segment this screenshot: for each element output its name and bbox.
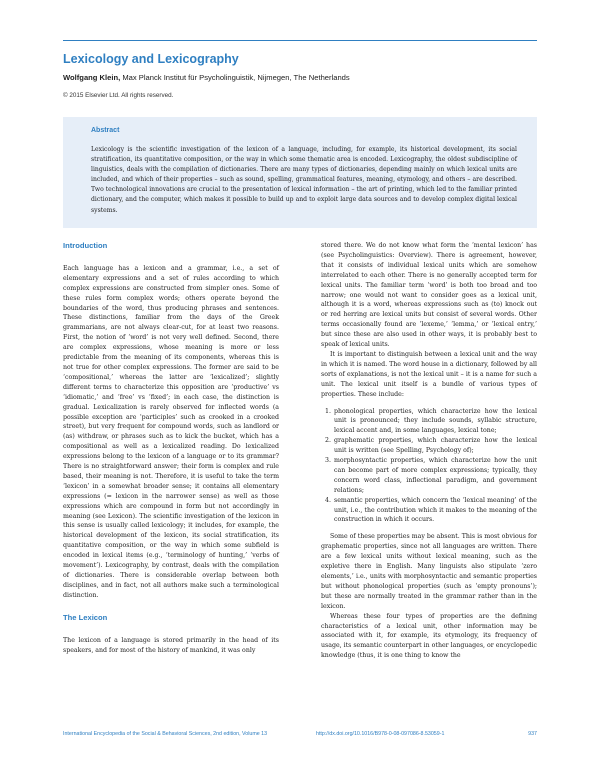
list-item: 2. graphematic properties, which characterize how the lexical unit is written (see Spelling, Psychology of); <box>333 436 537 456</box>
article-title: Lexicology and Lexicography <box>63 52 239 66</box>
abstract-heading: Abstract <box>91 127 120 134</box>
footer-doi-link[interactable]: http://dx.doi.org/10.1016/B978-0-08-097086-8.53059-1 <box>316 731 445 737</box>
lexicon-paragraph-4: Whereas these four types of properties are the defining characteristics of a lexical unit, other information may be associated with it, for example, its etymology, its frequency of usage, its semantic counterpart in other languages, or encyclopedic knowledge (thus, it is one thing to know the <box>321 612 537 660</box>
author-line <box>63 73 350 82</box>
footer-journal: International Encyclopedia of the Social & Behavioral Sciences, 2nd edition, Volume 13 <box>63 731 268 737</box>
abstract-text: Lexicology is the scientific investigation of the lexicon of a language, including, for example, its historical development, its social stratification, its quantitative composition, or the way in which some thematic area is encoded. Lexicography, the oldest subdiscipline of linguistics, deals with the compilation of dictionaries. There are many types of dictionaries, depending mainly on which lexical units are included, and which of their properties – such as sound, spelling, grammatical features, meaning, etymology, and others – are described. Two technological innovations are crucial to the presentation of lexical information – the art of printing, which led to the familiar printed dictionary, and the computer, which makes it possible to build up and to exploit large data sources and to develop complex digital lexical systems. <box>91 146 517 214</box>
intro-paragraph-1: Each language has a lexicon and a grammar, i.e., a set of elementary expressions and a set of rules according to which complex expressions are constructed from simpler ones. Some of these rules form complex words; others operate beyond the boundaries of the word, thus producing phrases and sentences. These distinctions, familiar from the days of the Greek grammarians, are not always clear-cut, for at least two reasons. First, the notion of ‘word’ is not very well defined. Second, there are complex expressions, whose meaning is more or less predictable from the meaning of its components, whereas this is not true for other complex expressions. The former are said to be ‘compositional,’ whereas the latter are ‘lexicalized’; slightly different terms to characterize this opposition are ‘productive’ vs ‘idiomatic,’ and ‘free’ vs ‘fixed’; in each case, the distinction is gradual. Lexicalization is rarely observed for inflected words (a possible exception are ‘participles’ such as crooked in a crooked street), but very frequent for compound words, such as landlord or (as) withdraw, or phrases such as to kick the bucket, which has a compositional as well as a lexicalized reading. Do lexicalized expressions belong to the lexicon of a language or to its grammar? There is no straightforward answer; their form is complex and rule based, their meaning is not. Therefore, it is useful to take the term ‘lexicon’ in a somewhat broader sense; it contains all elementary expressions (= lexicon in the narrower sense) as well as those expressions which are compound in form but not accordingly in meaning (see Lexicon). The scientific investigation of the lexicon in this sense is usually called lexicology; it includes, for example, the historical development of the lexicon, its social stratification, its quantitative composition, or the way in which some subfield is encoded in lexical items (e.g., ‘terminology of hunting,’ ‘verbs of movement’). Lexicography, by contrast, deals with the compilation of dictionaries. There is considerable overlap between both disciplines, and in fact, not all authors make such a terminological distinction. <box>63 264 279 599</box>
abstract-box <box>63 117 537 228</box>
list-item: 4. semantic properties, which concern the ‘lexical meaning’ of the unit, i.e., the contribution which it makes to the meaning of the construction in which it occurs. <box>333 496 537 526</box>
list-item: 3. morphosyntactic properties, which characterize how the unit can become part of more complex expressions; typically, they concern word class, inflectional paradigm, and government relations; <box>333 456 537 496</box>
copyright-notice: © 2015 Elsevier Ltd. All rights reserved. <box>63 92 174 99</box>
lexicon-paragraph-1-cont: stored there. We do not know what form the ‘mental lexicon’ has (see Psycholinguistics: Overview). There is agreement, however, that it consists of individual lexical units which are somehow interrelated to each other. There is no generally accepted term for lexical units. The familiar term ‘word’ is both too broad and too narrow; one would not want to consider goes as a lexical unit, although it is a word, whereas expressions such as (to) knock out or red herring are lexical units but consist of several words. Other terms occasionally found are ‘lexeme,’ ‘lemma,’ or ‘lexical entry,’ but since these are also used in other ways, it is probably best to speak of lexical units. <box>321 242 537 349</box>
section-heading-introduction: Introduction <box>63 241 108 250</box>
left-column <box>63 241 279 655</box>
section-heading-lexicon: The Lexicon <box>63 612 108 622</box>
property-list <box>321 407 537 526</box>
author-name: Wolfgang Klein, <box>63 73 121 82</box>
lexicon-paragraph-1: The lexicon of a language is stored primarily in the head of its speakers, and for most of the history of mankind, it was only <box>63 636 279 654</box>
lexicon-paragraph-2: It is important to distinguish between a lexical unit and the way in which it is named. The word house in a dictionary, followed by all sorts of explanations, is not the lexical unit – it is a name for such a unit. The lexical unit itself is a bundle of various types of properties. These include: <box>321 350 537 398</box>
header-rule <box>63 40 537 41</box>
author-affiliation: Max Planck Institut für Psycholinguistik, Nijmegen, The Netherlands <box>120 73 350 82</box>
lexicon-paragraph-3: Some of these properties may be absent. This is most obvious for graphematic properties, since not all languages are written. There are a few lexical units without lexical meaning, such as the expletive there in English. Many linguists also stipulate ‘zero elements,’ i.e., units with morphosyntactic and semantic properties but without phonological properties (such as ‘empty pronouns’); but these are normally treated in the grammar rather than in the lexicon. <box>321 533 538 610</box>
page-number: 937 <box>528 731 537 737</box>
right-column <box>321 241 537 661</box>
list-item: 1. phonological properties, which characterize how the lexical unit is pronounced; they include sounds, syllabic structure, lexical accent and, in some languages, lexical tone; <box>333 407 537 437</box>
